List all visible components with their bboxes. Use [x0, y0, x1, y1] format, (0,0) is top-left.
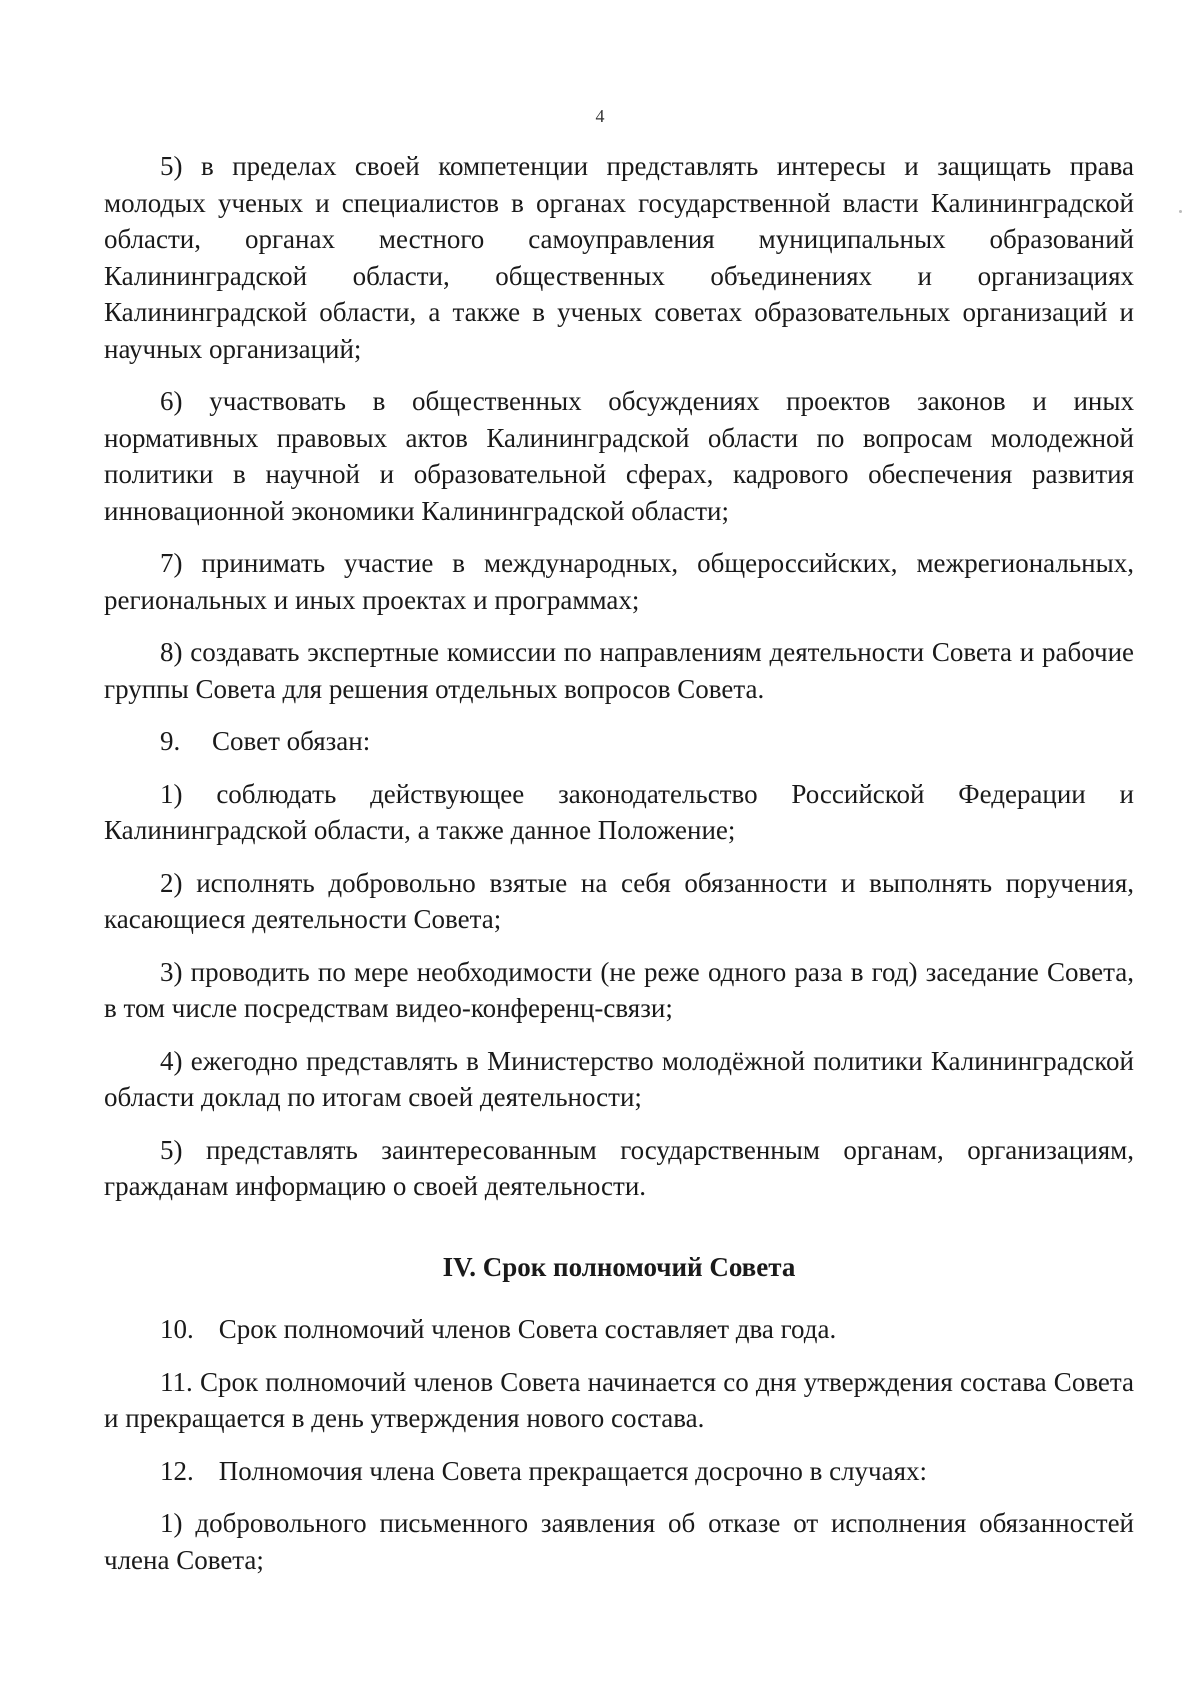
- item-text: принимать участие в международных, общероссийских, межрегиональных, региональных и иных проектах и программах;: [104, 548, 1134, 615]
- clause-number: 9.: [160, 726, 181, 756]
- document-body: [104, 148, 1134, 1594]
- list-item: [104, 954, 1134, 1027]
- clause-12: [104, 1453, 1134, 1490]
- item-number: 1): [160, 778, 183, 809]
- list-item: [104, 1043, 1134, 1116]
- clause-10: [104, 1311, 1134, 1348]
- item-text: проводить по мере необходимости (не реже одного раза в год) заседание Совета, в том числе посредствам видео-конференц-связи;: [104, 956, 1134, 1023]
- item-text: исполнять добровольно взятые на себя обязанности и выполнять поручения, касающиеся деятельности Совета;: [104, 867, 1135, 934]
- list-item: [104, 865, 1134, 938]
- clause-text: Полномочия члена Совета прекращается досрочно в случаях:: [218, 1455, 928, 1486]
- clause-number: 10.: [160, 1314, 194, 1344]
- clause-11: [104, 1364, 1134, 1437]
- item-number: 7): [160, 548, 183, 578]
- clause-9: [104, 723, 1134, 760]
- list-item: [104, 148, 1134, 367]
- item-number: 8): [160, 637, 183, 667]
- item-text: ежегодно представлять в Министерство молодёжной политики Калининградской области доклад по итогам своей деятельности;: [104, 1045, 1134, 1112]
- item-text: участвовать в общественных обсуждениях проектов законов и иных нормативных правовых актов Калининградской области по вопросам молодежной политики в научной и образовательной сферах, кадрового обеспечения развития инновационной экономики Калининградской области;: [104, 386, 1135, 526]
- clause-number: 12.: [160, 1455, 194, 1486]
- list-item: [104, 383, 1134, 529]
- item-text: добровольного письменного заявления об отказе от исполнения обязанностей члена Совета;: [104, 1508, 1134, 1575]
- list-item: [104, 545, 1134, 618]
- item-number: 3): [160, 956, 183, 987]
- list-item: [104, 776, 1134, 849]
- item-text: в пределах своей компетенции представлять интересы и защищать права молодых ученых и специалистов в органах государственной власти Калининградской области, органах местного самоуправления муниципальных образований Калининградской области, общественных объединениях и организациях Калининградской области, а также в ученых советах образовательных организаций и научных организаций;: [104, 151, 1135, 364]
- item-text: соблюдать действующее законодательство Российской Федерации и Калининградской области, а также данное Положение;: [104, 778, 1135, 845]
- page-number: 4: [595, 106, 605, 126]
- clause-text: Совет обязан:: [212, 726, 371, 756]
- item-number: 5): [160, 1134, 183, 1165]
- item-number: 1): [160, 1508, 183, 1538]
- item-number: 2): [160, 867, 183, 898]
- clause-text: Срок полномочий членов Совета составляет два года.: [218, 1314, 837, 1344]
- list-item: [104, 1132, 1134, 1205]
- scan-speck: [1179, 210, 1182, 213]
- item-text: представлять заинтересованным государственным органам, организациям, гражданам информацию о своей деятельности.: [104, 1134, 1134, 1201]
- clause-number: 11.: [160, 1366, 193, 1397]
- list-item: [104, 1505, 1134, 1578]
- list-item: [104, 634, 1134, 707]
- item-number: 4): [160, 1045, 183, 1076]
- item-number: 6): [160, 386, 183, 416]
- clause-text: Срок полномочий членов Совета начинается со дня утверждения состава Совета и прекращается в день утверждения нового состава.: [104, 1366, 1135, 1433]
- item-text: создавать экспертные комиссии по направлениям деятельности Совета и рабочие группы Совета для решения отдельных вопросов Совета.: [104, 637, 1135, 704]
- item-number: 5): [160, 151, 183, 181]
- section-heading: IV. Срок полномочий Совета: [442, 1251, 796, 1282]
